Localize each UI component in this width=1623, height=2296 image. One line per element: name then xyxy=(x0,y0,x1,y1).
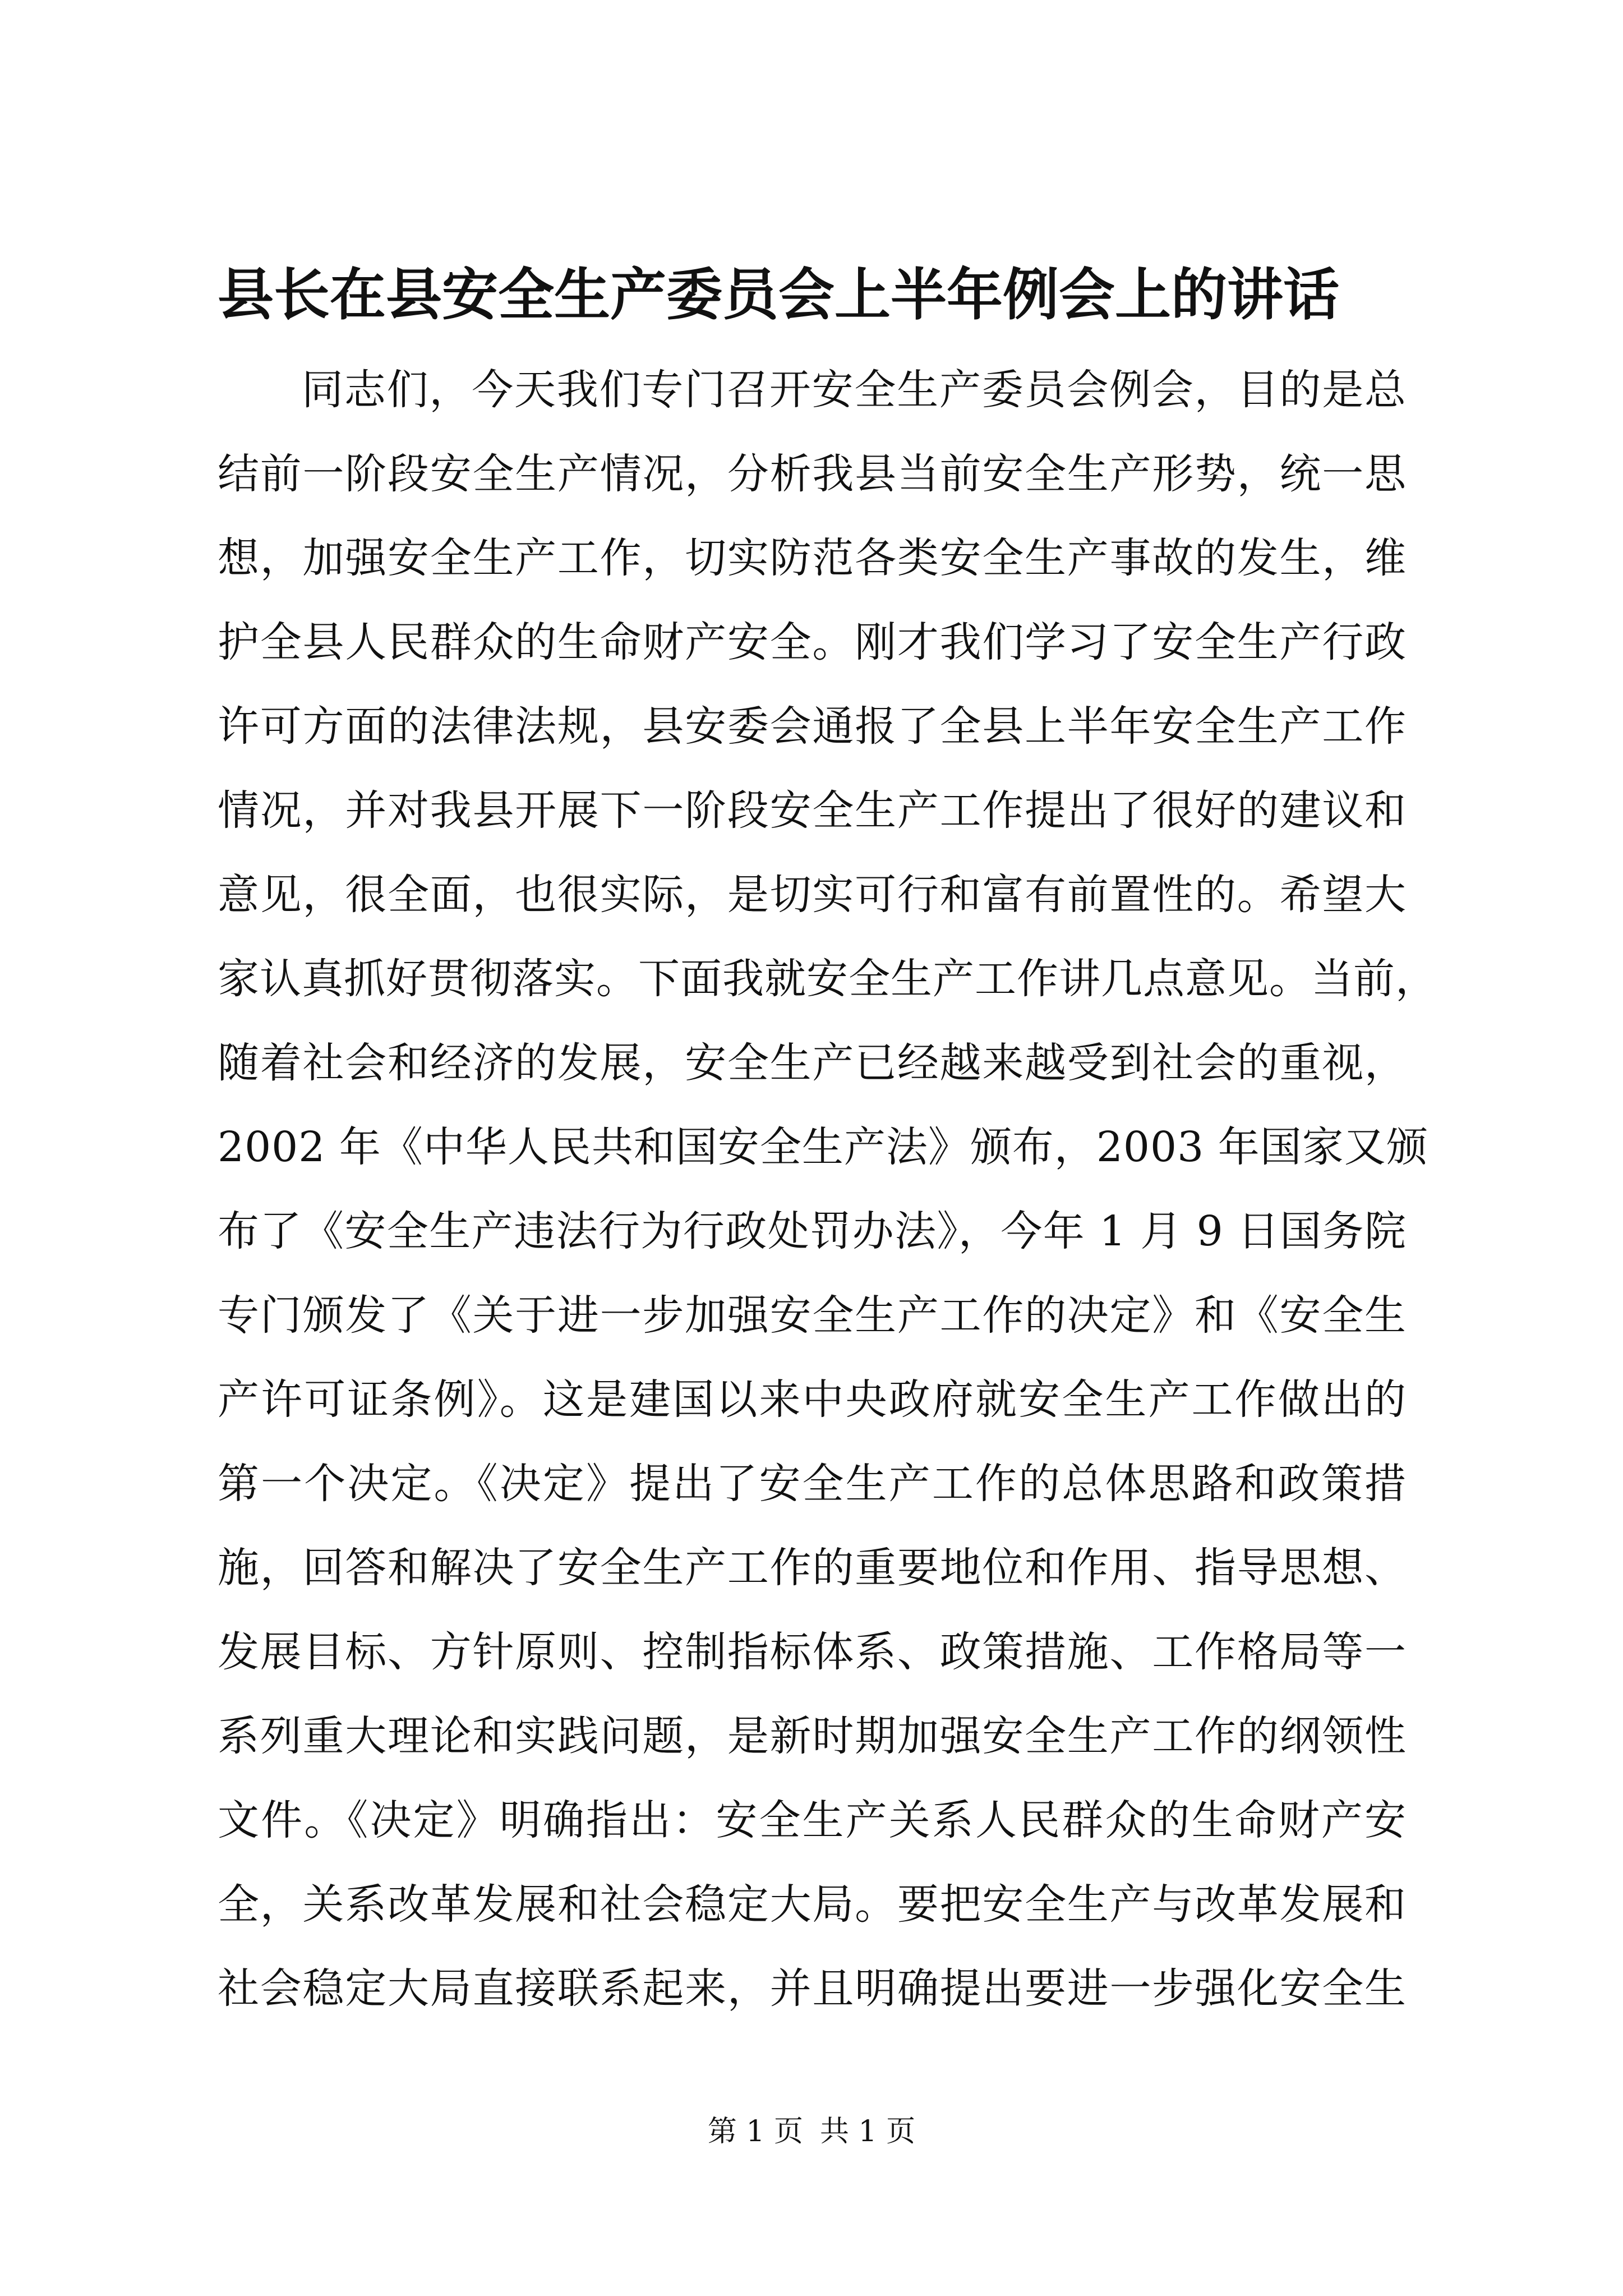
body-line: 专门颁发了《关于进一步加强安全生产工作的决定》和《安全生 xyxy=(218,1291,1407,1340)
body-line: 2002 年《中华人民共和国安全生产法》颁布，2003 年国家又颁 xyxy=(218,1123,1428,1171)
body-line: 社会稳定大局直接联系起来，并且明确提出要进一步强化安全生 xyxy=(218,1964,1407,2013)
body-line: 系列重大理论和实践问题，是新时期加强安全生产工作的纲领性 xyxy=(218,1712,1407,1760)
body-line: 同志们，今天我们专门召开安全生产委员会例会，目的是总 xyxy=(302,366,1407,414)
body-line: 许可方面的法律法规，县安委会通报了全县上半年安全生产工作 xyxy=(218,702,1407,751)
body-line: 文件。《决定》明确指出：安全生产关系人民群众的生命财产安 xyxy=(218,1796,1407,1844)
body-line: 护全县人民群众的生命财产安全。刚才我们学习了安全生产行政 xyxy=(218,618,1407,666)
body-line: 发展目标、方针原则、控制指标体系、政策措施、工作格局等一 xyxy=(218,1628,1407,1676)
document-body xyxy=(218,348,1437,2031)
page-number: 第 1 页 xyxy=(707,2115,803,2148)
body-line: 想，加强安全生产工作，切实防范各类安全生产事故的发生，维 xyxy=(218,534,1407,582)
body-line: 施，回答和解决了安全生产工作的重要地位和作用、指导思想、 xyxy=(218,1544,1407,1592)
document-title: 县长在县安全生产委员会上半年例会上的讲话 xyxy=(218,261,1339,328)
body-line: 家认真抓好贯彻落实。下面我就安全生产工作讲几点意见。当前， xyxy=(218,955,1437,1003)
body-line: 意见，很全面，也很实际，是切实可行和富有前置性的。希望大 xyxy=(218,871,1407,919)
page-footer xyxy=(0,2112,1623,2151)
body-line: 随着社会和经济的发展，安全生产已经越来越受到社会的重视， xyxy=(218,1039,1407,1087)
body-line: 情况，并对我县开展下一阶段安全生产工作提出了很好的建议和 xyxy=(218,786,1407,835)
body-line: 全，关系改革发展和社会稳定大局。要把安全生产与改革发展和 xyxy=(218,1880,1407,1929)
body-line: 结前一阶段安全生产情况，分析我县当前安全生产形势，统一思 xyxy=(218,450,1407,498)
body-line: 产许可证条例》。这是建国以来中央政府就安全生产工作做出的 xyxy=(218,1375,1407,1424)
page-total: 共 1 页 xyxy=(820,2115,916,2148)
body-line: 第一个决定。《决定》提出了安全生产工作的总体思路和政策措 xyxy=(218,1460,1407,1508)
body-line: 布了《安全生产违法行为行政处罚办法》，今年 1 月 9 日国务院 xyxy=(218,1207,1407,1255)
